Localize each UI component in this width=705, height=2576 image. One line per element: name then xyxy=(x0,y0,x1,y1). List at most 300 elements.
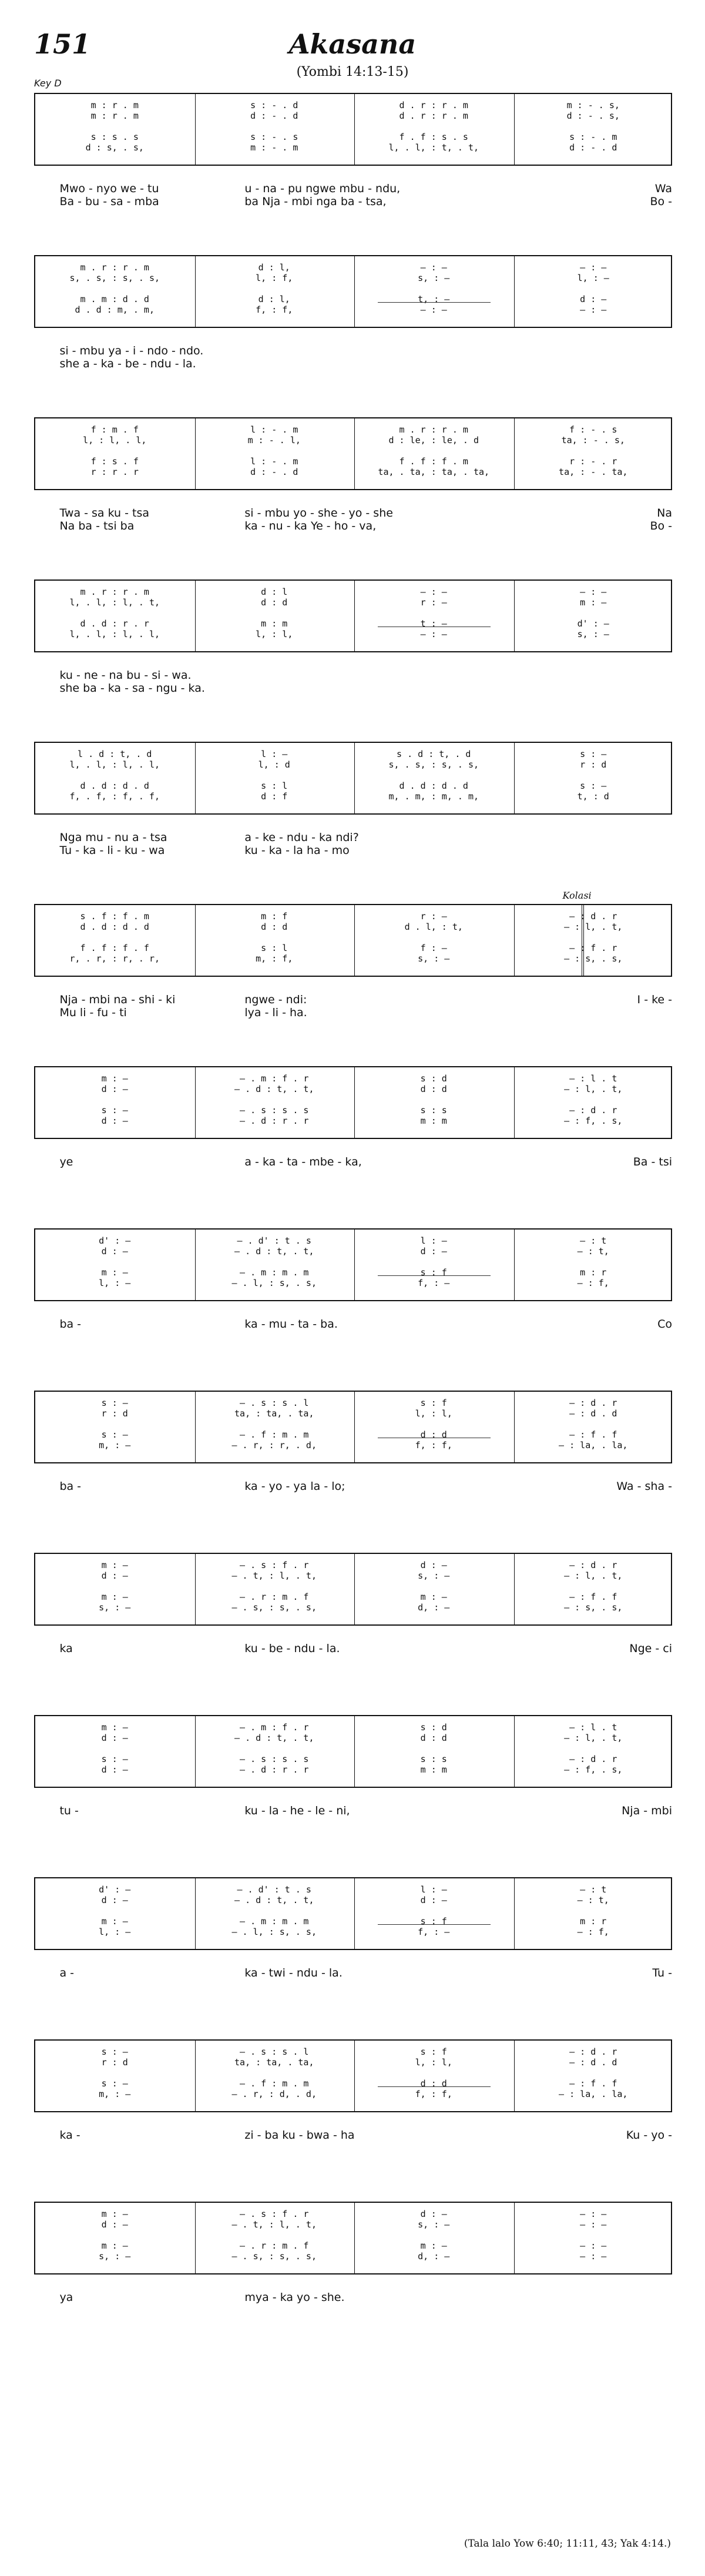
lyric-segment: a - ke - ndu - ka ndi? xyxy=(244,831,359,844)
measure-notes: d : — xyxy=(101,1116,128,1126)
key-signature: Key D xyxy=(34,78,62,89)
measure-notes: d . d : m, . m, xyxy=(75,304,155,315)
measure-notes: d' : — xyxy=(577,618,609,629)
chorus-label: Kolasi xyxy=(562,890,592,901)
voice-row xyxy=(35,629,671,639)
measure-notes: m : — xyxy=(101,1722,128,1733)
lyric-segment: Nja - mbi na - shi - ki xyxy=(59,993,176,1006)
voice-row xyxy=(35,1592,671,1602)
measure-notes: — : — xyxy=(580,2251,607,2262)
lyric-segment: lya - li - ha. xyxy=(244,1006,307,1019)
voice-row xyxy=(35,953,671,964)
staff-box xyxy=(34,417,672,490)
lyric-segment: ba Nja - mbi nga ba - tsa, xyxy=(244,195,387,208)
measure-notes: — : — xyxy=(580,2240,607,2251)
measure-notes: m . m : d . d xyxy=(80,294,149,304)
measure-notes: l, . l, : l, . l, xyxy=(69,629,160,639)
measure-notes: — : d . d xyxy=(569,1408,617,1419)
measure-notes: — : d . r xyxy=(569,1105,617,1116)
measure-notes: d : d xyxy=(420,2078,447,2089)
voice-row xyxy=(35,1246,671,1257)
tie-line xyxy=(378,1275,491,1276)
measure-notes: l, : l, . l, xyxy=(83,435,147,445)
measure-notes: — : s, . s, xyxy=(564,1602,623,1613)
measure-notes: d : d xyxy=(420,1429,447,1440)
measure-notes: m : — xyxy=(101,1073,128,1084)
measure-notes: d : - . d xyxy=(569,142,617,153)
measure-notes: s . f : f . m xyxy=(80,911,149,922)
measure-notes: m : r xyxy=(580,1267,607,1278)
measure-notes: — : t, xyxy=(577,1895,609,1905)
measure-notes: r : r . r xyxy=(90,467,139,477)
voice-row xyxy=(35,2046,671,2057)
measure-notes: l, . l, : t, . t, xyxy=(388,142,479,153)
staff-box xyxy=(34,1553,672,1626)
measure-notes: m : — xyxy=(101,1267,128,1278)
measure-notes: f, : f, xyxy=(415,1440,452,1451)
voice-row xyxy=(35,1116,671,1126)
measure-notes: s : l xyxy=(261,943,288,953)
measure-notes: m : — xyxy=(101,2209,128,2219)
measure-notes: — : t xyxy=(580,1235,607,1246)
voice-row xyxy=(35,943,671,953)
measure-notes: s : f xyxy=(420,1398,447,1408)
measure-notes: — : f . f xyxy=(569,1429,617,1440)
measure-notes: — . r : m . f xyxy=(240,2240,309,2251)
lyric-segment: I - ke - xyxy=(637,993,672,1006)
measure-notes: m : — xyxy=(101,1916,128,1927)
measure-notes: — : l, . t, xyxy=(564,1084,623,1094)
voice-row xyxy=(35,1073,671,1084)
measure-notes: l : — xyxy=(420,1884,447,1895)
measure-notes: d : d xyxy=(420,1733,447,1743)
measure-notes: l, : f, xyxy=(256,273,293,283)
measure-notes: — : — xyxy=(420,629,447,639)
measure-notes: — : d . d xyxy=(569,2057,617,2068)
tie-line xyxy=(378,1924,491,1925)
music-system xyxy=(34,1715,672,1871)
measure-notes: s : f xyxy=(420,2046,447,2057)
measure-notes: d : — xyxy=(101,1895,128,1905)
measure-notes: f, : f, xyxy=(415,2089,452,2099)
measure-notes: d, : — xyxy=(418,2251,450,2262)
measure-notes: s . d : t, . d xyxy=(397,749,471,759)
staff-box xyxy=(34,2202,672,2274)
measure-notes: s, : — xyxy=(418,273,450,283)
lyric-segment: tu - xyxy=(59,1804,79,1817)
lyric-segment: Tu - xyxy=(652,1967,672,1979)
measure-notes: l, : — xyxy=(99,1278,131,1288)
measure-notes: d . d : r . r xyxy=(80,618,149,629)
measure-notes: l, : l, xyxy=(256,629,293,639)
staff-box xyxy=(34,1877,672,1950)
lyric-segment: Mwo - nyo we - tu xyxy=(59,182,159,195)
scripture-reference: (Yombi 14:13-15) xyxy=(296,65,409,79)
measure-notes: m : m xyxy=(420,1116,447,1126)
voice-row xyxy=(35,1105,671,1116)
measure-notes: — . d' : t . s xyxy=(237,1235,311,1246)
voice-row xyxy=(35,791,671,802)
voice-row xyxy=(35,1754,671,1764)
measure-notes: — : d . r xyxy=(569,1560,617,1570)
measure-notes: m, : — xyxy=(99,2089,131,2099)
measure-notes: d, : — xyxy=(418,1602,450,1613)
measure-notes: — . l, : s, . s, xyxy=(231,1278,317,1288)
measure-notes: d : — xyxy=(580,294,607,304)
measure-notes: — . d' : t . s xyxy=(237,1884,311,1895)
measure-notes: — . d : t, . t, xyxy=(234,1895,314,1905)
measure-notes: l, . l, : l, . t, xyxy=(69,597,160,608)
voice-row xyxy=(35,922,671,932)
measure-notes: m : - . s, xyxy=(566,100,620,110)
measure-notes: s : s . s xyxy=(90,132,139,142)
voice-row xyxy=(35,110,671,121)
measure-notes: s, . s, : s, . s, xyxy=(388,759,479,770)
measure-notes: s : f xyxy=(420,1916,447,1927)
measure-notes: s, : — xyxy=(99,2251,131,2262)
lyric-segment: Nja - mbi xyxy=(622,1804,672,1817)
measure-notes: — . t, : l, . t, xyxy=(231,2219,317,2230)
lyric-segment: ya xyxy=(59,2291,73,2304)
music-system xyxy=(34,1877,672,2034)
tie-line xyxy=(378,2086,491,2087)
voice-row xyxy=(35,1429,671,1440)
measure-notes: f . f : f . m xyxy=(399,456,468,467)
lyric-segment: Wa - sha - xyxy=(616,1480,672,1493)
measure-notes: f : s . f xyxy=(90,456,139,467)
measure-notes: d . d : d . d xyxy=(80,922,149,932)
measure-notes: — : f, . s, xyxy=(564,1116,623,1126)
lyric-segment: Nga mu - nu a - tsa xyxy=(59,831,167,844)
lyric-segment: ku - be - ndu - la. xyxy=(244,1642,340,1655)
measure-notes: — : — xyxy=(580,2219,607,2230)
measure-notes: s : - . s xyxy=(250,132,298,142)
lyric-segment: ku - ka - la ha - mo xyxy=(244,844,350,857)
voice-row xyxy=(35,1764,671,1775)
measure-notes: — . s, : s, . s, xyxy=(231,2251,317,2262)
music-system xyxy=(34,2039,672,2196)
measure-notes: — . d : t, . t, xyxy=(234,1084,314,1094)
measure-notes: ta, : - . ta, xyxy=(559,467,628,477)
measure-notes: s, : — xyxy=(418,2219,450,2230)
measure-notes: — : l . t xyxy=(569,1073,617,1084)
lyric-segment: ka - twi - ndu - la. xyxy=(244,1967,343,1979)
measure-notes: — . s : s . l xyxy=(240,2046,309,2057)
measure-notes: t, : d xyxy=(577,791,609,802)
voice-row xyxy=(35,1916,671,1927)
voice-row xyxy=(35,262,671,273)
music-system xyxy=(34,255,672,411)
measure-notes: s : d xyxy=(420,1073,447,1084)
measure-notes: f . f : f . f xyxy=(80,943,149,953)
measure-notes: — . d : t, . t, xyxy=(234,1246,314,1257)
measure-notes: — . s : f . r xyxy=(240,1560,309,1570)
voice-row xyxy=(35,911,671,922)
voice-row xyxy=(35,2078,671,2089)
measure-notes: r, . r, : r, . r, xyxy=(69,953,160,964)
measure-notes: — . m : m . m xyxy=(240,1916,309,1927)
lyric-segment: ku - la - he - le - ni, xyxy=(244,1804,350,1817)
measure-notes: — : f . f xyxy=(569,2078,617,2089)
measure-notes: d : — xyxy=(101,1764,128,1775)
voice-row xyxy=(35,294,671,304)
measure-notes: d : — xyxy=(101,1570,128,1581)
measure-notes: m : — xyxy=(101,2240,128,2251)
measure-notes: — : — xyxy=(580,304,607,315)
measure-notes: m : — xyxy=(420,2240,447,2251)
measure-notes: d : - . s, xyxy=(566,110,620,121)
measure-notes: s, : — xyxy=(577,629,609,639)
measure-notes: s : — xyxy=(101,2078,128,2089)
measure-notes: m : - . m xyxy=(250,142,298,153)
lyric-segment: Bo - xyxy=(650,195,672,208)
measure-notes: d : - . d xyxy=(250,110,298,121)
measure-notes: — . f : m . m xyxy=(240,1429,309,1440)
measure-notes: d : - . d xyxy=(250,467,298,477)
hymn-title: Akasana xyxy=(288,28,417,60)
measure-notes: — : la, . la, xyxy=(559,1440,628,1451)
measure-notes: m : — xyxy=(420,1592,447,1602)
lyric-segment: Ba - tsi xyxy=(633,1155,672,1168)
measure-notes: — : t, xyxy=(577,1246,609,1257)
measure-notes: l : - . m xyxy=(250,456,298,467)
measure-notes: d : l, xyxy=(258,294,290,304)
voice-row xyxy=(35,435,671,445)
measure-notes: m : r . m xyxy=(90,110,139,121)
measure-notes: — . s, : s, . s, xyxy=(231,1602,317,1613)
lyric-segment: Na ba - tsi ba xyxy=(59,520,135,532)
voice-row xyxy=(35,759,671,770)
measure-notes: r : — xyxy=(420,911,447,922)
measure-notes: s : — xyxy=(580,780,607,791)
measure-notes: f : - . s xyxy=(569,424,617,435)
measure-notes: d : — xyxy=(420,2209,447,2219)
staff-box xyxy=(34,2039,672,2112)
measure-notes: d : l xyxy=(261,587,288,597)
lyric-segment: zi - ba ku - bwa - ha xyxy=(244,2129,355,2142)
measure-notes: s, : — xyxy=(418,1570,450,1581)
measure-notes: d . d : d . d xyxy=(399,780,468,791)
measure-notes: s, . s, : s, . s, xyxy=(69,273,160,283)
measure-notes: — . r, : r, . d, xyxy=(231,1440,317,1451)
lyric-segment: she ba - ka - sa - ngu - ka. xyxy=(59,682,205,695)
lyric-segment: a - ka - ta - mbe - ka, xyxy=(244,1155,362,1168)
measure-notes: — : d . r xyxy=(569,2046,617,2057)
measure-notes: d : — xyxy=(101,2219,128,2230)
voice-row xyxy=(35,1398,671,1408)
measure-notes: r : — xyxy=(420,597,447,608)
hymn-number: 151 xyxy=(34,28,91,60)
voice-row xyxy=(35,1733,671,1743)
lyric-segment: ka - yo - ya la - lo; xyxy=(244,1480,345,1493)
measure-notes: — . l, : s, . s, xyxy=(231,1927,317,1937)
measure-notes: d : — xyxy=(420,1560,447,1570)
measure-notes: m : — xyxy=(101,1592,128,1602)
voice-row xyxy=(35,780,671,791)
lyric-segment: ku - ne - na bu - si - wa. xyxy=(59,669,192,682)
measure-notes: ta, : - . s, xyxy=(561,435,625,445)
measure-notes: t : — xyxy=(420,618,447,629)
lyric-segment: si - mbu ya - i - ndo - ndo. xyxy=(59,344,204,357)
measure-notes: — : la, . la, xyxy=(559,2089,628,2099)
measure-notes: — : l . t xyxy=(569,1722,617,1733)
lyric-segment: Mu li - fu - ti xyxy=(59,1006,127,1019)
staff-box xyxy=(34,255,672,328)
measure-notes: s : — xyxy=(101,1398,128,1408)
measure-notes: — : d . r xyxy=(569,911,617,922)
staff-box xyxy=(34,1066,672,1139)
measure-notes: s : — xyxy=(101,1429,128,1440)
measure-notes: — : — xyxy=(580,587,607,597)
music-system xyxy=(34,93,672,249)
measure-notes: t, : — xyxy=(418,294,450,304)
staff-box xyxy=(34,1391,672,1463)
measure-notes: — : l, . t, xyxy=(564,922,623,932)
measure-notes: d' : — xyxy=(99,1235,131,1246)
measure-notes: — . f : m . m xyxy=(240,2078,309,2089)
voice-row xyxy=(35,2251,671,2262)
measure-notes: — : f . f xyxy=(569,1592,617,1602)
tie-line xyxy=(378,302,491,303)
measure-notes: m : r . m xyxy=(90,100,139,110)
lyric-segment: ka - nu - ka Ye - ho - va, xyxy=(244,520,377,532)
measure-notes: — : — xyxy=(580,2209,607,2219)
measure-notes: — . t, : l, . t, xyxy=(231,1570,317,1581)
lyric-segment: Nge - ci xyxy=(629,1642,672,1655)
measure-notes: s : — xyxy=(101,1754,128,1764)
staff-box xyxy=(34,1715,672,1788)
voice-row xyxy=(35,1722,671,1733)
measure-notes: l, : d xyxy=(258,759,290,770)
measure-notes: s, : — xyxy=(99,1602,131,1613)
measure-notes: d . d : d . d xyxy=(80,780,149,791)
measure-notes: — : t xyxy=(580,1884,607,1895)
measure-notes: — : d . r xyxy=(569,1754,617,1764)
measure-notes: d : d xyxy=(261,597,288,608)
voice-row xyxy=(35,304,671,315)
measure-notes: d : — xyxy=(101,1246,128,1257)
lyric-segment: Ba - bu - sa - mba xyxy=(59,195,159,208)
measure-notes: d : f xyxy=(261,791,288,802)
measure-notes: — : — xyxy=(420,304,447,315)
measure-notes: s : d xyxy=(420,1722,447,1733)
measure-notes: l . d : t, . d xyxy=(78,749,152,759)
lyric-segment: Wa xyxy=(654,182,672,195)
measure-notes: d . r : r . m xyxy=(399,110,468,121)
music-system xyxy=(34,890,672,1060)
lyric-segment: ba - xyxy=(59,1318,82,1331)
voice-row xyxy=(35,1927,671,1937)
voice-row xyxy=(35,1602,671,1613)
music-system xyxy=(34,579,672,736)
measure-notes: d : — xyxy=(101,1733,128,1743)
measure-notes: s, : — xyxy=(418,953,450,964)
measure-notes: m : r xyxy=(580,1916,607,1927)
voice-row xyxy=(35,1895,671,1905)
measure-notes: m : - . l, xyxy=(247,435,301,445)
measure-notes: m . r : r . m xyxy=(80,262,149,273)
measure-notes: — . d : t, . t, xyxy=(234,1733,314,1743)
measure-notes: d : l, xyxy=(258,262,290,273)
measure-notes: s : s xyxy=(420,1105,447,1116)
measure-notes: m : — xyxy=(580,597,607,608)
lyric-segment: she a - ka - be - ndu - la. xyxy=(59,357,196,370)
measure-notes: ta, : ta, . ta, xyxy=(234,2057,314,2068)
measure-notes: f, : — xyxy=(418,1927,450,1937)
measure-notes: r : - . r xyxy=(569,456,617,467)
measure-notes: f, . f, : f, . f, xyxy=(69,791,160,802)
measure-notes: — . d : r . r xyxy=(240,1116,309,1126)
measure-notes: r : d xyxy=(101,1408,128,1419)
music-system xyxy=(34,1553,672,1709)
music-system xyxy=(34,417,672,574)
voice-row xyxy=(35,100,671,110)
measure-notes: — : — xyxy=(420,587,447,597)
measure-notes: ta, : ta, . ta, xyxy=(234,1408,314,1419)
lyric-segment: Na xyxy=(657,507,672,520)
measure-notes: ta, . ta, : ta, . ta, xyxy=(378,467,490,477)
measure-notes: — : d . r xyxy=(569,1398,617,1408)
voice-row xyxy=(35,597,671,608)
measure-notes: m : m xyxy=(261,618,288,629)
measure-notes: — : — xyxy=(580,262,607,273)
music-system xyxy=(34,1228,672,1385)
staff-box xyxy=(34,904,672,977)
measure-notes: s : - . m xyxy=(569,132,617,142)
measure-notes: m . r : r . m xyxy=(80,587,149,597)
measure-notes: m : f xyxy=(261,911,288,922)
staff-box xyxy=(34,742,672,815)
measure-notes: — . r, : d, . d, xyxy=(231,2089,317,2099)
voice-row xyxy=(35,1267,671,1278)
voice-row xyxy=(35,2240,671,2251)
voice-row xyxy=(35,424,671,435)
measure-notes: m . r : r . m xyxy=(399,424,468,435)
lyric-segment: Twa - sa ku - tsa xyxy=(59,507,149,520)
measure-notes: f, : — xyxy=(418,1278,450,1288)
measure-notes: — . s : s . l xyxy=(240,1398,309,1408)
lyric-segment: Tu - ka - li - ku - wa xyxy=(59,844,165,857)
measure-notes: s : l xyxy=(261,780,288,791)
measure-notes: s : - . d xyxy=(250,100,298,110)
voice-row xyxy=(35,142,671,153)
measure-notes: m, : f, xyxy=(256,953,293,964)
measure-notes: — : f, xyxy=(577,1927,609,1937)
lyric-segment: ka - xyxy=(59,2129,80,2142)
voice-row xyxy=(35,618,671,629)
measure-notes: — : f, xyxy=(577,1278,609,1288)
measure-notes: — . m : m . m xyxy=(240,1267,309,1278)
measure-notes: m, . m, : m, . m, xyxy=(388,791,479,802)
footer-references: (Tala lalo Yow 6:40; 11:11, 43; Yak 4:14.) xyxy=(464,2538,671,2550)
measure-notes: — : f, . s, xyxy=(564,1764,623,1775)
measure-notes: d : s, . s, xyxy=(85,142,144,153)
measure-notes: d : — xyxy=(420,1895,447,1905)
measure-notes: s : f xyxy=(420,1267,447,1278)
voice-row xyxy=(35,1560,671,1570)
voice-row xyxy=(35,1440,671,1451)
measure-notes: d : — xyxy=(420,1246,447,1257)
voice-row xyxy=(35,1084,671,1094)
measure-notes: l, : l, xyxy=(415,1408,452,1419)
measure-notes: — : s, . s, xyxy=(564,953,623,964)
measure-notes: d : le, : le, . d xyxy=(388,435,479,445)
voice-row xyxy=(35,587,671,597)
measure-notes: — : l, . t, xyxy=(564,1733,623,1743)
measure-notes: m : — xyxy=(101,1560,128,1570)
measure-notes: l : — xyxy=(261,749,288,759)
measure-notes: — . s : s . s xyxy=(240,1754,309,1764)
